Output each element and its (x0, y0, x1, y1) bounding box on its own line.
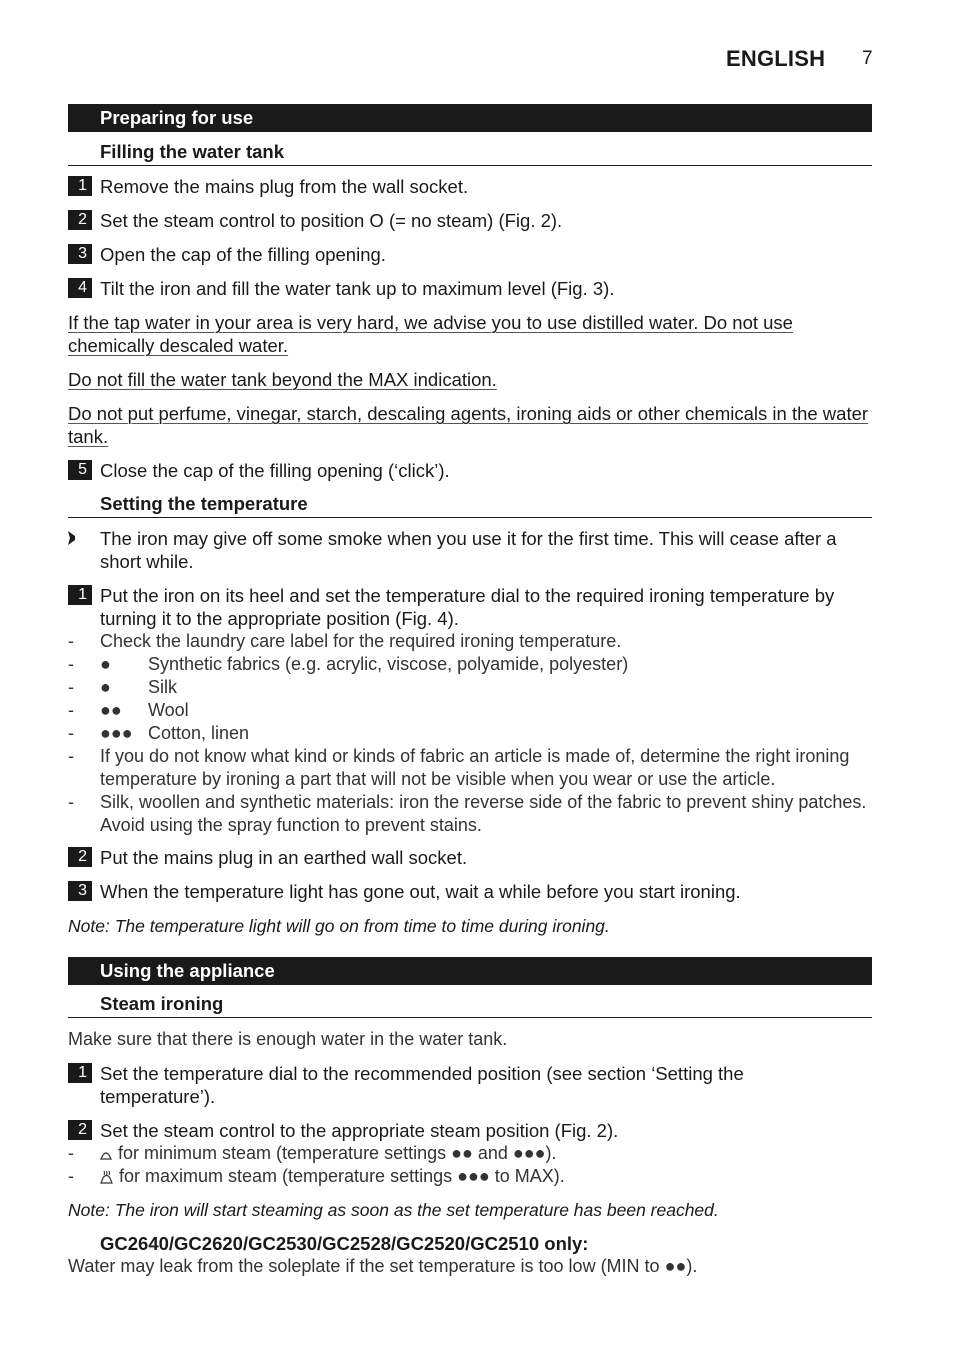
step-number: 2 (68, 847, 92, 867)
section-heading-preparing: Preparing for use (68, 104, 872, 132)
temperature-dots: ● (100, 677, 111, 697)
subheading-filling-water-tank: Filling the water tank (68, 140, 872, 166)
dash-bullet: - (68, 1166, 74, 1186)
warning-line: Do not put perfume, vinegar, starch, descaling agents, ironing aids or other chemicals in the water (68, 403, 869, 424)
step-text: Open the cap of the filling opening. (100, 244, 386, 265)
step-text: Set the temperature dial to the recommended position (see section ‘Setting the (100, 1063, 744, 1084)
list-text: to MAX). (489, 1166, 565, 1186)
warning-hard-water (68, 311, 874, 357)
note-steaming: Note: The iron will start steaming as soon as the set temperature has been reached. (68, 1200, 719, 1220)
page-number: 7 (862, 48, 873, 69)
warning-line: Do not fill the water tank beyond the MAX indication. (68, 369, 497, 390)
list-text: Synthetic fabrics (e.g. acrylic, viscose, polyamide, polyester) (148, 654, 629, 674)
min-steam-icon (100, 1144, 112, 1167)
step-number: 5 (68, 460, 92, 480)
dash-bullet: - (68, 723, 74, 743)
list-text: If you do not know what kind or kinds of fabric an article is made of, determine the right ironing (100, 746, 850, 766)
step-text: turning it to the appropriate position (Fig. 4). (100, 608, 459, 629)
list-text: Cotton, linen (148, 723, 250, 743)
step-number: 1 (68, 176, 92, 196)
step-number: 2 (68, 1120, 92, 1140)
step-text: Tilt the iron and fill the water tank up to maximum level (Fig. 3). (100, 278, 615, 299)
leak-note-text: Water may leak from the soleplate if the set temperature is too low (MIN to (68, 1256, 665, 1276)
step-text: Put the iron on its heel and set the temperature dial to the required ironing temperature by (100, 585, 835, 606)
step-text: When the temperature light has gone out, wait a while before you start ironing. (100, 881, 741, 902)
list-text: temperature by ironing a part that will not be visible when you wear or use the article. (100, 769, 776, 789)
leak-note-text: ). (686, 1256, 698, 1276)
leak-note (68, 1255, 872, 1278)
list-text: Silk, woollen and synthetic materials: iron the reverse side of the fabric to prevent shiny patches. (100, 792, 867, 812)
dash-bullet: - (68, 654, 74, 674)
step-number: 3 (68, 881, 92, 901)
note-temperature-light: Note: The temperature light will go on from time to time during ironing. (68, 916, 610, 936)
warning-max-level (68, 368, 874, 391)
step-text: Put the mains plug in an earthed wall socket. (100, 847, 468, 868)
dash-bullet: - (68, 1143, 74, 1163)
dash-bullet: - (68, 700, 74, 720)
warning-line: tank. (68, 426, 109, 447)
list-text: Silk (148, 677, 178, 697)
tip-line: short while. (100, 551, 194, 572)
temperature-dots: ● (100, 654, 111, 674)
language-heading: ENGLISH (726, 46, 826, 71)
warning-line: If the tap water in your area is very hard, we advise you to use distilled water. Do not use (68, 312, 793, 333)
temperature-dots: ●●● (512, 1143, 546, 1163)
step-text: Remove the mains plug from the wall socket. (100, 176, 469, 197)
tip-line: The iron may give off some smoke when you use it for the first time. This will cease after a (100, 528, 837, 549)
list-text: Wool (148, 700, 189, 720)
subheading-setting-temperature: Setting the temperature (68, 492, 872, 518)
tip-bullet-icon (68, 531, 78, 545)
step-number: 2 (68, 210, 92, 230)
temperature-dots: ●●● (457, 1166, 490, 1186)
list-text: for maximum steam (temperature settings (119, 1166, 458, 1186)
step-text: Set the steam control to position O (= no steam) (Fig. 2). (100, 210, 563, 231)
dash-bullet: - (68, 746, 74, 766)
list-text: Check the laundry care label for the required ironing temperature. (100, 631, 622, 651)
dash-bullet: - (68, 677, 74, 697)
step-number: 3 (68, 244, 92, 264)
step-number: 4 (68, 278, 92, 298)
step-number: 1 (68, 585, 92, 605)
dash-bullet: - (68, 792, 74, 812)
list-text: and (472, 1143, 513, 1163)
warning-line: chemically descaled water. (68, 335, 289, 356)
list-text: ). (545, 1143, 557, 1163)
models-only-heading: GC2640/GC2620/GC2530/GC2528/GC2520/GC2510 only: (100, 1233, 589, 1254)
max-steam-icon (100, 1167, 113, 1190)
subheading-steam-ironing: Steam ironing (68, 992, 872, 1018)
temperature-dots: ●● (451, 1143, 473, 1163)
step-text: Set the steam control to the appropriate steam position (Fig. 2). (100, 1120, 619, 1141)
step-number: 1 (68, 1063, 92, 1083)
list-text: for minimum steam (temperature settings (118, 1143, 452, 1163)
temperature-dots: ●●● (100, 723, 133, 743)
section-heading-using: Using the appliance (68, 957, 872, 985)
step-text: temperature’). (100, 1086, 216, 1107)
warning-no-chemicals (68, 402, 874, 448)
steam-intro: Make sure that there is enough water in the water tank. (68, 1029, 508, 1049)
temperature-dots: ●● (100, 700, 122, 720)
dash-bullet: - (68, 631, 74, 651)
temperature-dots: ●● (664, 1256, 687, 1276)
step-text: Close the cap of the filling opening (‘click’). (100, 460, 450, 481)
list-text: Avoid using the spray function to prevent stains. (100, 815, 482, 835)
